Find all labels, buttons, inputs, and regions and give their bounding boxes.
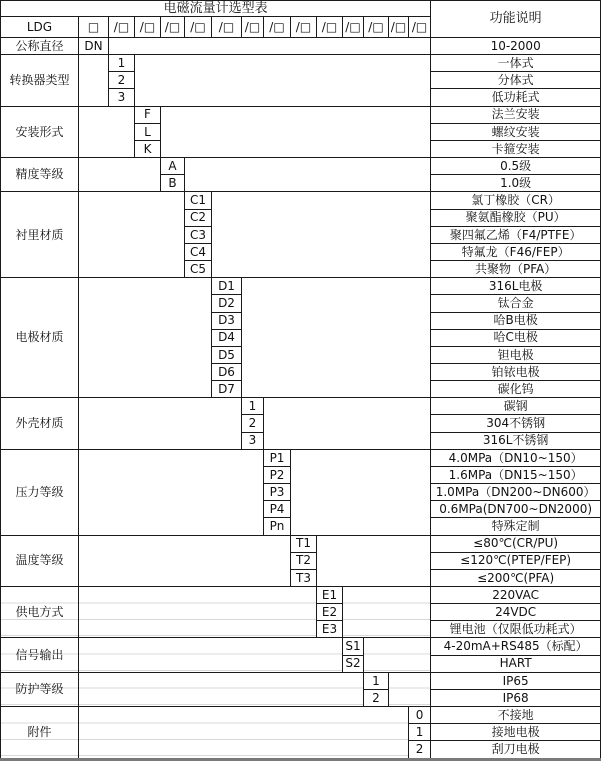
code-cell: P2	[264, 466, 291, 483]
category-label: 防护等级	[1, 672, 79, 706]
description-cell: 碳钢	[431, 398, 601, 415]
code-cell: D3	[212, 312, 242, 329]
filler-cell	[79, 106, 135, 157]
filler-cell	[212, 192, 431, 278]
category-label: 安装形式	[1, 106, 79, 157]
filler-cell	[79, 398, 242, 449]
filler-cell	[79, 192, 185, 278]
code-cell: E2	[317, 604, 343, 621]
description-cell: 10-2000	[431, 38, 601, 55]
code-cell: T1	[291, 535, 317, 552]
description-cell: 钛合金	[431, 295, 601, 312]
description-cell: 卡箍安装	[431, 140, 601, 157]
code-cell: K	[135, 140, 161, 157]
code-cell: P3	[264, 484, 291, 501]
model-slot: /□	[242, 17, 264, 38]
function-column-header: 功能说明	[431, 1, 601, 38]
description-cell: IP68	[431, 689, 601, 706]
description-cell: 哈C电极	[431, 329, 601, 346]
description-cell: 1.0MPa（DN200~DN600）	[431, 484, 601, 501]
code-cell: S1	[343, 638, 364, 655]
code-cell: D1	[212, 278, 242, 295]
code-cell: D6	[212, 363, 242, 380]
category-label: 供电方式	[1, 587, 79, 638]
table-body	[1, 1, 601, 760]
description-cell: 304不锈钢	[431, 415, 601, 432]
description-cell: 特殊定制	[431, 518, 601, 535]
model-slot: /□	[343, 17, 364, 38]
category-label: 转换器类型	[1, 55, 79, 106]
code-cell: 2	[409, 741, 431, 759]
code-cell: A	[161, 158, 185, 175]
filler-cell	[161, 106, 431, 157]
description-cell: 316L电极	[431, 278, 601, 295]
code-cell: 1	[242, 398, 264, 415]
description-cell: 锂电池（仅限低功耗式）	[431, 621, 601, 638]
model-slot: /□	[317, 17, 343, 38]
category-label: 电极材质	[1, 278, 79, 398]
description-cell: 聚氨酯橡胶（PU）	[431, 209, 601, 226]
description-cell: HART	[431, 655, 601, 672]
code-cell: B	[161, 175, 185, 192]
filler-cell	[242, 278, 431, 398]
description-cell: 4-20mA+RS485（标配）	[431, 638, 601, 655]
description-cell: ≤80℃(CR/PU)	[431, 535, 601, 552]
description-cell: 24VDC	[431, 604, 601, 621]
filler-cell	[185, 158, 431, 192]
filler-cell	[109, 38, 431, 55]
filler-cell	[79, 55, 109, 106]
model-slot: /□	[364, 17, 389, 38]
model-slot: /□	[135, 17, 161, 38]
filler-cell	[79, 638, 343, 672]
filler-cell	[79, 535, 291, 586]
filler-cell	[317, 535, 431, 586]
code-cell: D7	[212, 381, 242, 398]
model-slot: /□	[109, 17, 135, 38]
description-cell: 316L不锈钢	[431, 432, 601, 449]
code-cell: C4	[185, 243, 212, 260]
code-cell: E3	[317, 621, 343, 638]
filler-cell	[135, 55, 431, 106]
description-cell: 法兰安装	[431, 106, 601, 123]
model-slot: /□	[409, 17, 431, 38]
code-cell: D4	[212, 329, 242, 346]
model-box: □	[79, 17, 109, 38]
filler-cell	[343, 587, 431, 638]
code-cell: S2	[343, 655, 364, 672]
code-cell: P1	[264, 449, 291, 466]
description-cell: 不接地	[431, 707, 601, 724]
description-cell: 氯丁橡胶（CR）	[431, 192, 601, 209]
code-cell: D5	[212, 346, 242, 363]
category-label: 信号输出	[1, 638, 79, 672]
filler-cell	[79, 587, 317, 638]
description-cell: IP65	[431, 672, 601, 689]
code-cell: 0	[409, 707, 431, 724]
code-cell: C2	[185, 209, 212, 226]
category-label: 温度等级	[1, 535, 79, 586]
description-cell: 螺纹安装	[431, 123, 601, 140]
filler-cell	[389, 672, 431, 706]
code-cell: D2	[212, 295, 242, 312]
code-cell: 2	[364, 689, 389, 706]
filler-cell	[79, 278, 212, 398]
code-cell: L	[135, 123, 161, 140]
category-label: 衬里材质	[1, 192, 79, 278]
description-cell: 接地电极	[431, 724, 601, 741]
description-cell: ≤120℃(PTEP/FEP)	[431, 552, 601, 569]
category-label: 外壳材质	[1, 398, 79, 449]
code-cell: C1	[185, 192, 212, 209]
model-slot: /□	[291, 17, 317, 38]
category-label: 精度等级	[1, 158, 79, 192]
code-cell: P4	[264, 501, 291, 518]
code-cell: 3	[242, 432, 264, 449]
description-cell: 钽电极	[431, 346, 601, 363]
code-cell: 2	[242, 415, 264, 432]
filler-cell	[264, 398, 431, 449]
code-cell: E1	[317, 587, 343, 604]
filler-cell	[79, 707, 409, 759]
category-label: 附件	[1, 707, 79, 759]
description-cell: 4.0MPa（DN10~150）	[431, 449, 601, 466]
code-cell: 1	[364, 672, 389, 689]
model-slot: /□	[161, 17, 185, 38]
description-cell: 分体式	[431, 72, 601, 89]
filler-cell	[79, 672, 364, 706]
filler-cell	[364, 638, 431, 672]
filler-cell	[291, 449, 431, 535]
description-cell: 0.6MPa(DN700~DN2000)	[431, 501, 601, 518]
code-cell: 1	[409, 724, 431, 741]
description-cell: 1.6MPa（DN15~150）	[431, 466, 601, 483]
category-label: 公称直径	[1, 38, 79, 55]
description-cell: 哈B电极	[431, 312, 601, 329]
filler-cell	[79, 449, 264, 535]
model-slot: /□	[212, 17, 242, 38]
description-cell: 铂铱电极	[431, 363, 601, 380]
code-cell: F	[135, 106, 161, 123]
description-cell: 低功耗式	[431, 89, 601, 106]
category-label: 压力等级	[1, 449, 79, 535]
code-cell: 1	[109, 55, 135, 72]
model-slot: /□	[264, 17, 291, 38]
model-prefix: LDG	[1, 17, 79, 38]
description-cell: 一体式	[431, 55, 601, 72]
code-cell: Pn	[264, 518, 291, 535]
description-cell: 共聚物（PFA）	[431, 261, 601, 278]
code-cell: 3	[109, 89, 135, 106]
description-cell: ≤200℃(PFA)	[431, 569, 601, 586]
filler-cell	[79, 158, 161, 192]
model-slot: /□	[389, 17, 409, 38]
code-cell: C5	[185, 261, 212, 278]
code-cell: 2	[109, 72, 135, 89]
code-cell: DN	[79, 38, 109, 55]
description-cell: 特氟龙（F46/FEP）	[431, 243, 601, 260]
description-cell: 刮刀电极	[431, 741, 601, 759]
code-cell: T3	[291, 569, 317, 586]
description-cell: 聚四氟乙烯（F4/PTFE）	[431, 226, 601, 243]
description-cell: 220VAC	[431, 587, 601, 604]
model-slot: /□	[185, 17, 212, 38]
description-cell: 碳化钨	[431, 381, 601, 398]
table-title: 电磁流量计选型表	[1, 1, 431, 17]
code-cell: C3	[185, 226, 212, 243]
description-cell: 1.0级	[431, 175, 601, 192]
code-cell: T2	[291, 552, 317, 569]
description-cell: 0.5级	[431, 158, 601, 175]
